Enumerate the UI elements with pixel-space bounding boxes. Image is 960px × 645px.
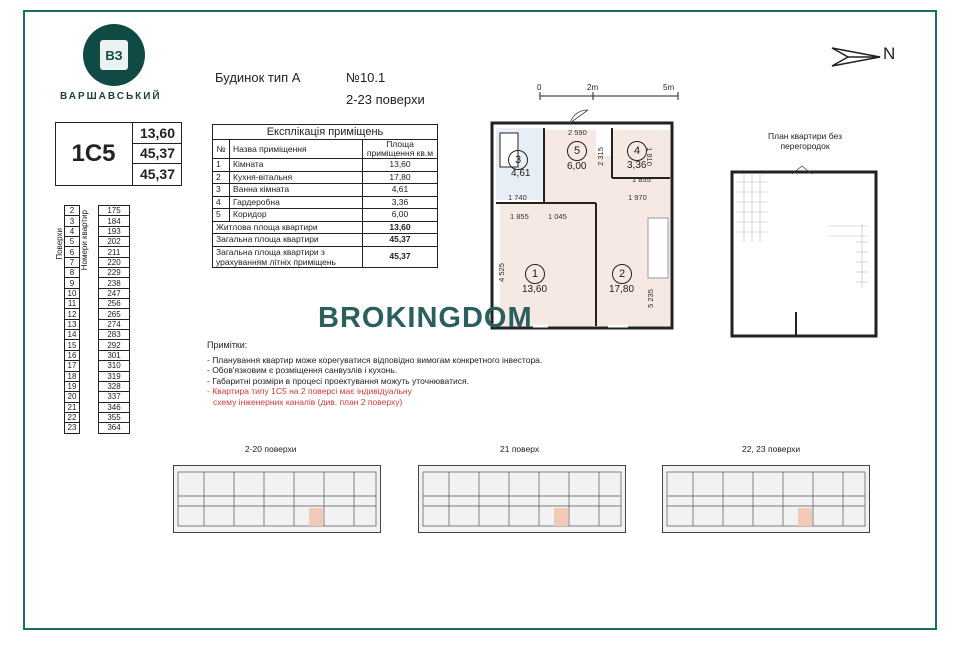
- apartment-number: 346: [99, 402, 130, 412]
- floor-table: [55, 205, 130, 434]
- floors-label: Поверхи: [55, 227, 64, 260]
- explication-table: [212, 124, 438, 268]
- explication-cell-area: 6,00: [363, 209, 438, 222]
- explication-total-row: [213, 246, 438, 267]
- explication-cell-name: Кімната: [230, 159, 363, 172]
- total-value: 45,37: [363, 234, 438, 247]
- note-red-1: - Квартира типу 1С5 на 2 поверсі має індивідуальну: [207, 386, 412, 396]
- apartment-number: 319: [99, 371, 130, 381]
- logo-emblem: [83, 24, 145, 86]
- dim-4525: 4 525: [496, 263, 506, 282]
- floor-number: 4: [65, 226, 80, 236]
- apartment-number: 337: [99, 392, 130, 402]
- floor-number: 17: [65, 361, 80, 371]
- apartment-number: 175: [99, 206, 130, 216]
- apartment-number: 238: [99, 278, 130, 288]
- room-3-number: 3: [508, 150, 528, 170]
- explication-title: Експлікація приміщень: [213, 125, 438, 140]
- explication-cell-name: Коридор: [230, 209, 363, 222]
- total-label: Житлова площа квартири: [213, 221, 363, 234]
- watermark: BROKINGDOM: [318, 302, 533, 334]
- open-plan-drawing: [728, 162, 880, 340]
- logo-letters: ВЗ: [105, 47, 123, 63]
- floor-number: 11: [65, 299, 80, 309]
- floor-number: 14: [65, 330, 80, 340]
- explication-row: [213, 171, 438, 184]
- explication-cell-area: 13,60: [363, 159, 438, 172]
- note-red-2: схему інженерних каналів (див. план 2 поверху): [213, 396, 403, 407]
- floor-row: [55, 206, 130, 216]
- apartment-number: 211: [99, 247, 130, 257]
- note-item-3: - Габаритні розміри в процесі проектування можуть уточнюватися.: [207, 375, 469, 386]
- thumb-label-21: 21 поверх: [500, 444, 540, 454]
- dim-2315: 2 315: [595, 147, 605, 166]
- floor-number: 7: [65, 257, 80, 267]
- floor-thumbnail-21: [418, 465, 626, 533]
- room-2-area: 17,80: [609, 284, 635, 295]
- explication-row: [213, 184, 438, 197]
- apartment-number: 247: [99, 288, 130, 298]
- floor-number: 22: [65, 412, 80, 422]
- dim-1855-b: 1 855: [510, 212, 529, 221]
- explication-total-row: [213, 234, 438, 247]
- scale-mid: 2m: [587, 83, 599, 92]
- room-3-area: 4,61: [511, 168, 531, 179]
- col-no: №: [213, 140, 230, 159]
- apartment-number: 355: [99, 412, 130, 422]
- dim-1810: 1 810: [644, 147, 654, 166]
- dim-2590: 2 590: [568, 128, 587, 137]
- floor-thumbnail-2-20: [173, 465, 381, 533]
- explication-cell-name: Гардеробна: [230, 196, 363, 209]
- explication-cell-area: 4,61: [363, 184, 438, 197]
- room-5-area: 6,00: [567, 161, 587, 172]
- note-item-1: - Планування квартир може корегуватися відповідно вимогам конкретного інвестора.: [207, 354, 543, 365]
- floor-number: 6: [65, 247, 80, 257]
- explication-row: [213, 159, 438, 172]
- scale-end: 5m: [663, 83, 675, 92]
- thumb-label-2-20: 2-20 поверхи: [245, 444, 297, 454]
- col-area: Площа приміщення кв.м: [363, 140, 438, 159]
- room-4-area: 3,36: [627, 160, 647, 171]
- north-label: N: [883, 44, 896, 63]
- badge-value-living: 13,60: [133, 123, 182, 144]
- explication-cell-no: 5: [213, 209, 230, 222]
- apartment-code: 1С5: [71, 140, 116, 167]
- apartment-number: 229: [99, 268, 130, 278]
- dim-5235: 5 235: [645, 289, 655, 308]
- explication-cell-no: 1: [213, 159, 230, 172]
- apartment-number: 193: [99, 226, 130, 236]
- explication-cell-name: Кухня-вітальня: [230, 171, 363, 184]
- explication-row: [213, 196, 438, 209]
- badge-value-total: 45,37: [133, 144, 182, 165]
- apartment-number: 292: [99, 340, 130, 350]
- explication-cell-area: 17,80: [363, 171, 438, 184]
- floor-number: 9: [65, 278, 80, 288]
- apartment-number: 274: [99, 319, 130, 329]
- building-number: №10.1: [346, 70, 386, 85]
- total-label: Загальна площа квартири: [213, 234, 363, 247]
- room-1-number: 1: [525, 264, 545, 284]
- apartment-number: 283: [99, 330, 130, 340]
- total-label: Загальна площа квартири з урахуванням літніх приміщень: [213, 246, 363, 267]
- floor-number: 21: [65, 402, 80, 412]
- total-value: 13,60: [363, 221, 438, 234]
- scale-zero: 0: [537, 83, 542, 92]
- room-1-area: 13,60: [522, 284, 548, 295]
- apartment-number: 220: [99, 257, 130, 267]
- floor-number: 5: [65, 237, 80, 247]
- apartment-number: 256: [99, 299, 130, 309]
- floor-range: 2-23 поверхи: [346, 92, 425, 107]
- room-5-number: 5: [567, 141, 587, 161]
- explication-cell-no: 4: [213, 196, 230, 209]
- apartment-number: 328: [99, 381, 130, 391]
- dim-1740: 1 740: [508, 193, 527, 202]
- apartment-number: 202: [99, 237, 130, 247]
- logo-text: ВАРШАВСЬКИЙ: [60, 91, 162, 102]
- floor-number: 8: [65, 268, 80, 278]
- apartment-number: 265: [99, 309, 130, 319]
- floor-number: 19: [65, 381, 80, 391]
- thumb-label-22-23: 22, 23 поверхи: [742, 444, 801, 454]
- floor-number: 12: [65, 309, 80, 319]
- explication-cell-no: 3: [213, 184, 230, 197]
- apartment-number: 364: [99, 423, 130, 433]
- dim-1970: 1 970: [628, 193, 647, 202]
- building-type: Будинок тип А: [215, 70, 301, 85]
- room-4-number: 4: [627, 141, 647, 161]
- apartment-number: 301: [99, 350, 130, 360]
- room-2-number: 2: [612, 264, 632, 284]
- explication-row: [213, 209, 438, 222]
- floor-number: 2: [65, 206, 80, 216]
- floor-number: 10: [65, 288, 80, 298]
- dim-1855-a: 1 855: [632, 175, 651, 184]
- floor-thumbnail-22-23: [662, 465, 870, 533]
- apartment-badge: [55, 122, 182, 186]
- explication-cell-name: Ванна кімната: [230, 184, 363, 197]
- col-name: Назва приміщення: [230, 140, 363, 159]
- floor-number: 20: [65, 392, 80, 402]
- dim-1045: 1 045: [548, 212, 567, 221]
- floor-number: 3: [65, 216, 80, 226]
- floor-number: 13: [65, 319, 80, 329]
- floor-number: 16: [65, 350, 80, 360]
- apartment-number: 310: [99, 361, 130, 371]
- note-item-2: - Обов'язковим є розміщення санвузлів і кухонь.: [207, 365, 398, 375]
- apartment-number: 184: [99, 216, 130, 226]
- badge-value-summer: 45,37: [139, 166, 176, 183]
- notes-title: Примітки:: [207, 340, 248, 350]
- numbers-label: Номери квартир: [80, 209, 89, 270]
- explication-cell-area: 3,36: [363, 196, 438, 209]
- explication-cell-no: 2: [213, 171, 230, 184]
- floor-number: 15: [65, 340, 80, 350]
- total-value: 45,37: [363, 246, 438, 267]
- scale-bar: [538, 90, 680, 102]
- open-plan-title: План квартири без перегородок: [768, 131, 842, 151]
- floor-number: 23: [65, 423, 80, 433]
- explication-total-row: [213, 221, 438, 234]
- floor-number: 18: [65, 371, 80, 381]
- notes: [207, 340, 542, 407]
